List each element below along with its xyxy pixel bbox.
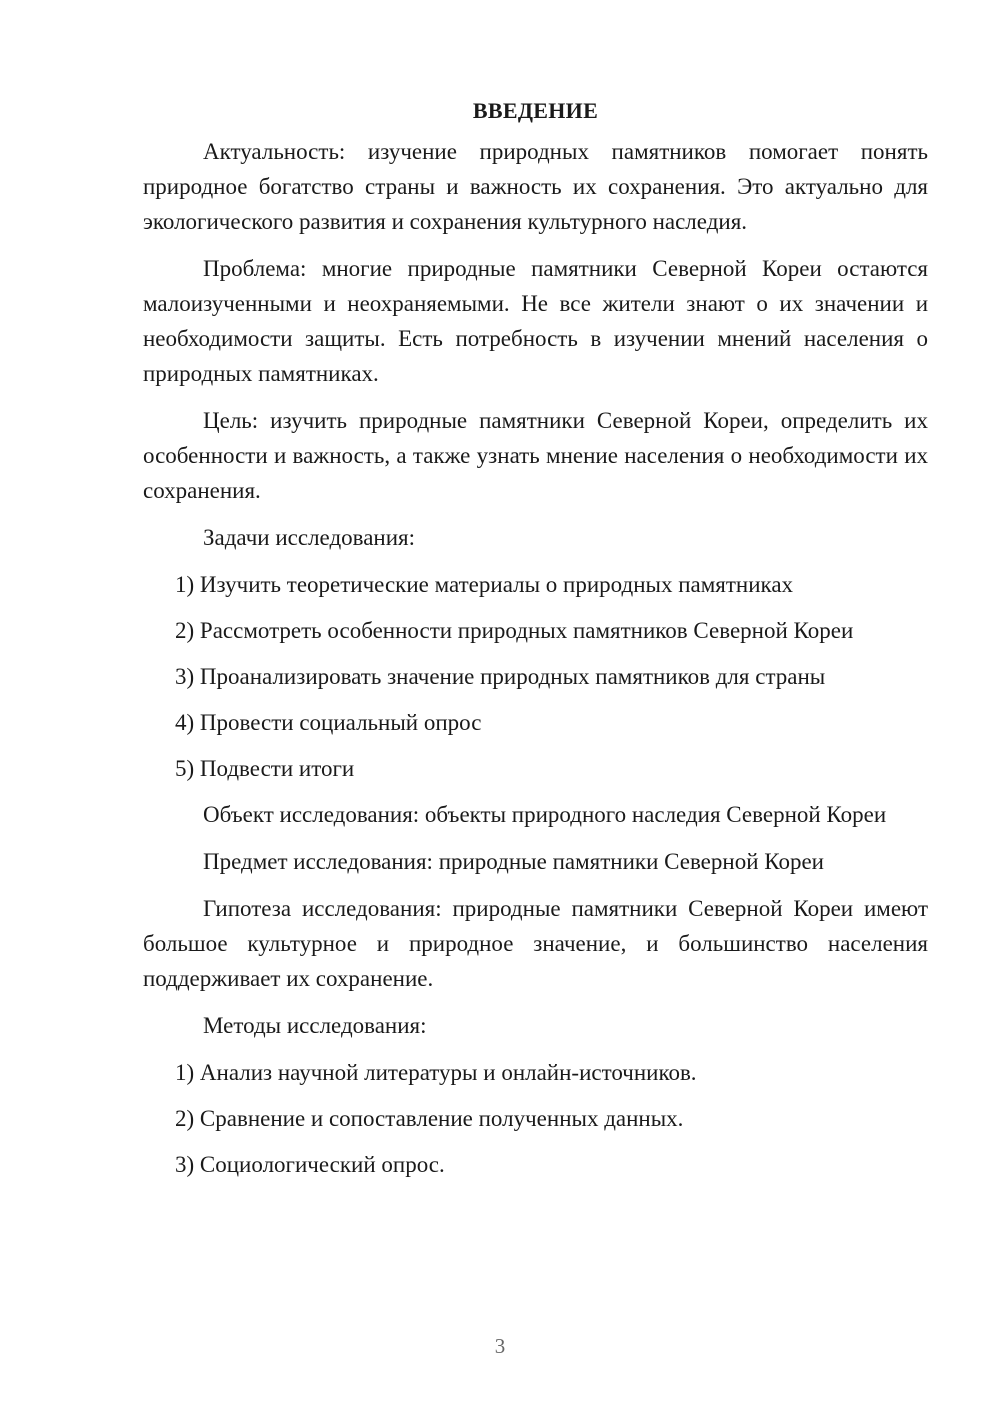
hypothesis-paragraph: Гипотеза исследования: природные памятники Северной Кореи имеют большое культурное и природное значение, и большинство населения поддерживает их сохранение. <box>143 896 928 991</box>
page-number: 3 <box>494 1334 506 1358</box>
task-item: 5) Подвести итоги <box>175 756 355 781</box>
task-item: 3) Проанализировать значение природных памятников для страны <box>175 664 826 689</box>
tasks-list <box>143 567 928 786</box>
goal-paragraph: Цель: изучить природные памятники Северной Кореи, определить их особенности и важность, а также узнать мнение населения о необходимости их сохранения. <box>143 408 928 503</box>
task-item: 2) Рассмотреть особенности природных памятников Северной Кореи <box>175 618 854 643</box>
methods-list <box>143 1055 928 1182</box>
object-paragraph: Объект исследования: объекты природного наследия Северной Кореи <box>203 802 887 827</box>
tasks-heading: Задачи исследования: <box>203 525 416 550</box>
task-item: 4) Провести социальный опрос <box>175 710 482 735</box>
method-item: 2) Сравнение и сопоставление полученных данных. <box>175 1106 684 1131</box>
method-item: 1) Анализ научной литературы и онлайн-источников. <box>175 1060 697 1085</box>
task-item: 1) Изучить теоретические материалы о природных памятниках <box>175 572 794 597</box>
actuality-paragraph: Актуальность: изучение природных памятников помогает понять природное богатство страны и важность их сохранения. Это актуально для экологического развития и сохранения культурного наследия. <box>143 139 928 234</box>
method-item: 3) Социологический опрос. <box>175 1152 445 1177</box>
subject-paragraph: Предмет исследования: природные памятники Северной Кореи <box>203 849 824 874</box>
page-title: ВВЕДЕНИЕ <box>472 98 599 123</box>
document-body <box>143 96 928 1193</box>
problem-paragraph: Проблема: многие природные памятники Северной Кореи остаются малоизученными и неохраняемыми. Не все жители знают о их значении и необходимости защиты. Есть потребность в изучении мнений населения о природных памятниках. <box>143 256 928 386</box>
methods-heading: Методы исследования: <box>203 1013 427 1038</box>
